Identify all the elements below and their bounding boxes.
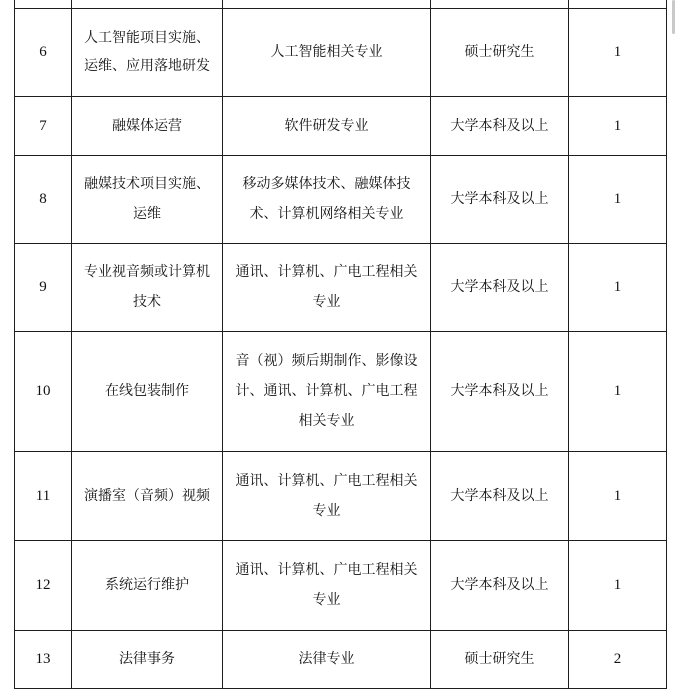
major-line: 通讯、计算机、广电工程相关 bbox=[235, 264, 418, 280]
cell-count bbox=[569, 243, 667, 331]
education-text: 大学本科及以上 bbox=[450, 279, 549, 295]
major-line: 通讯、计算机、广电工程相关 bbox=[235, 562, 418, 578]
cell-major bbox=[223, 0, 431, 8]
row-number: 11 bbox=[35, 487, 51, 504]
cell-position bbox=[72, 8, 223, 96]
cell-education bbox=[431, 630, 569, 688]
cell-major bbox=[223, 540, 431, 630]
position-line: 运维、应用落地研发 bbox=[84, 58, 210, 74]
count-text: 1 bbox=[613, 487, 622, 504]
cell-number bbox=[15, 8, 72, 96]
education-text: 大学本科及以上 bbox=[450, 191, 549, 207]
major-line: 法律专业 bbox=[298, 651, 355, 667]
cell-number bbox=[15, 96, 72, 155]
position-line: 演播室（音频）视频 bbox=[84, 487, 210, 504]
education-text: 大学本科及以上 bbox=[450, 487, 549, 504]
major-line: 术、计算机网络相关专业 bbox=[249, 206, 404, 222]
position-line: 技术 bbox=[133, 294, 161, 310]
table-row bbox=[15, 243, 667, 331]
education-text: 硕士研究生 bbox=[464, 44, 535, 60]
row-number: 9 bbox=[39, 279, 47, 295]
cell-position bbox=[72, 540, 223, 630]
position-line: 人工智能项目实施、 bbox=[84, 30, 210, 46]
cell-number bbox=[15, 243, 72, 331]
position-line: 运维 bbox=[133, 206, 161, 222]
table-row bbox=[15, 540, 667, 630]
cell-count bbox=[569, 540, 667, 630]
cell-position bbox=[72, 0, 223, 8]
recruitment-table bbox=[14, 0, 667, 689]
cell-major bbox=[223, 155, 431, 243]
cell-count bbox=[569, 0, 667, 8]
row-number: 8 bbox=[39, 191, 47, 207]
row-number: 10 bbox=[35, 383, 51, 399]
position-line: 系统运行维护 bbox=[105, 577, 189, 593]
cell-major bbox=[223, 630, 431, 688]
row-number: 7 bbox=[39, 117, 47, 134]
cell-number bbox=[15, 331, 72, 451]
cell-education bbox=[431, 0, 569, 8]
cell-major bbox=[223, 331, 431, 451]
row-number: 13 bbox=[35, 651, 51, 667]
table-row-partial bbox=[15, 0, 667, 8]
cell-count bbox=[569, 331, 667, 451]
cell-education bbox=[431, 96, 569, 155]
cell-education bbox=[431, 331, 569, 451]
position-line: 在线包装制作 bbox=[105, 383, 189, 399]
cell-major bbox=[223, 8, 431, 96]
scrollbar-thumb[interactable] bbox=[672, 0, 675, 34]
cell-position bbox=[72, 155, 223, 243]
cell-major bbox=[223, 243, 431, 331]
cell-count bbox=[569, 155, 667, 243]
cell-position bbox=[72, 331, 223, 451]
major-line: 专业 bbox=[312, 502, 341, 519]
table-row bbox=[15, 451, 667, 540]
education-text: 大学本科及以上 bbox=[450, 383, 549, 399]
cell-education bbox=[431, 8, 569, 96]
major-line: 音（视）频后期制作、影像设 bbox=[235, 353, 418, 369]
cell-major bbox=[223, 96, 431, 155]
count-text: 2 bbox=[613, 651, 622, 667]
count-text: 1 bbox=[613, 44, 622, 60]
cell-count bbox=[569, 8, 667, 96]
major-line: 软件研发专业 bbox=[284, 117, 369, 134]
cell-education bbox=[431, 540, 569, 630]
cell-number bbox=[15, 451, 72, 540]
row-number: 6 bbox=[39, 44, 47, 60]
cell-number bbox=[15, 155, 72, 243]
cell-education bbox=[431, 243, 569, 331]
table-row bbox=[15, 8, 667, 96]
major-line: 计、通讯、计算机、广电工程 bbox=[235, 383, 418, 399]
table-row bbox=[15, 96, 667, 155]
cell-count bbox=[569, 630, 667, 688]
cell-major bbox=[223, 451, 431, 540]
major-line: 专业 bbox=[312, 592, 341, 608]
position-line: 法律事务 bbox=[119, 651, 175, 667]
position-line: 专业视音频或计算机 bbox=[84, 264, 210, 280]
cell-number bbox=[15, 630, 72, 688]
position-line: 融媒体运营 bbox=[112, 117, 182, 134]
major-line: 通讯、计算机、广电工程相关 bbox=[235, 472, 418, 489]
cell-count bbox=[569, 451, 667, 540]
major-line: 人工智能相关专业 bbox=[270, 44, 383, 60]
cell-position bbox=[72, 451, 223, 540]
count-text: 1 bbox=[613, 383, 622, 399]
cell-count bbox=[569, 96, 667, 155]
table-row bbox=[15, 331, 667, 451]
table-row bbox=[15, 630, 667, 688]
table-row bbox=[15, 155, 667, 243]
major-line: 相关专业 bbox=[298, 413, 355, 429]
cell-position bbox=[72, 630, 223, 688]
major-line: 移动多媒体技术、融媒体技 bbox=[242, 176, 411, 192]
cell-education bbox=[431, 451, 569, 540]
education-text: 大学本科及以上 bbox=[450, 117, 549, 134]
position-line: 融媒技术项目实施、 bbox=[84, 176, 210, 192]
cell-number bbox=[15, 0, 72, 8]
cell-education bbox=[431, 155, 569, 243]
cell-position bbox=[72, 96, 223, 155]
education-text: 硕士研究生 bbox=[464, 651, 535, 667]
count-text: 1 bbox=[613, 191, 622, 207]
education-text: 大学本科及以上 bbox=[450, 577, 549, 593]
major-line: 专业 bbox=[312, 294, 341, 310]
count-text: 1 bbox=[613, 279, 622, 295]
count-text: 1 bbox=[613, 577, 622, 593]
cell-number bbox=[15, 540, 72, 630]
cell-position bbox=[72, 243, 223, 331]
row-number: 12 bbox=[35, 577, 51, 593]
count-text: 1 bbox=[613, 117, 622, 134]
